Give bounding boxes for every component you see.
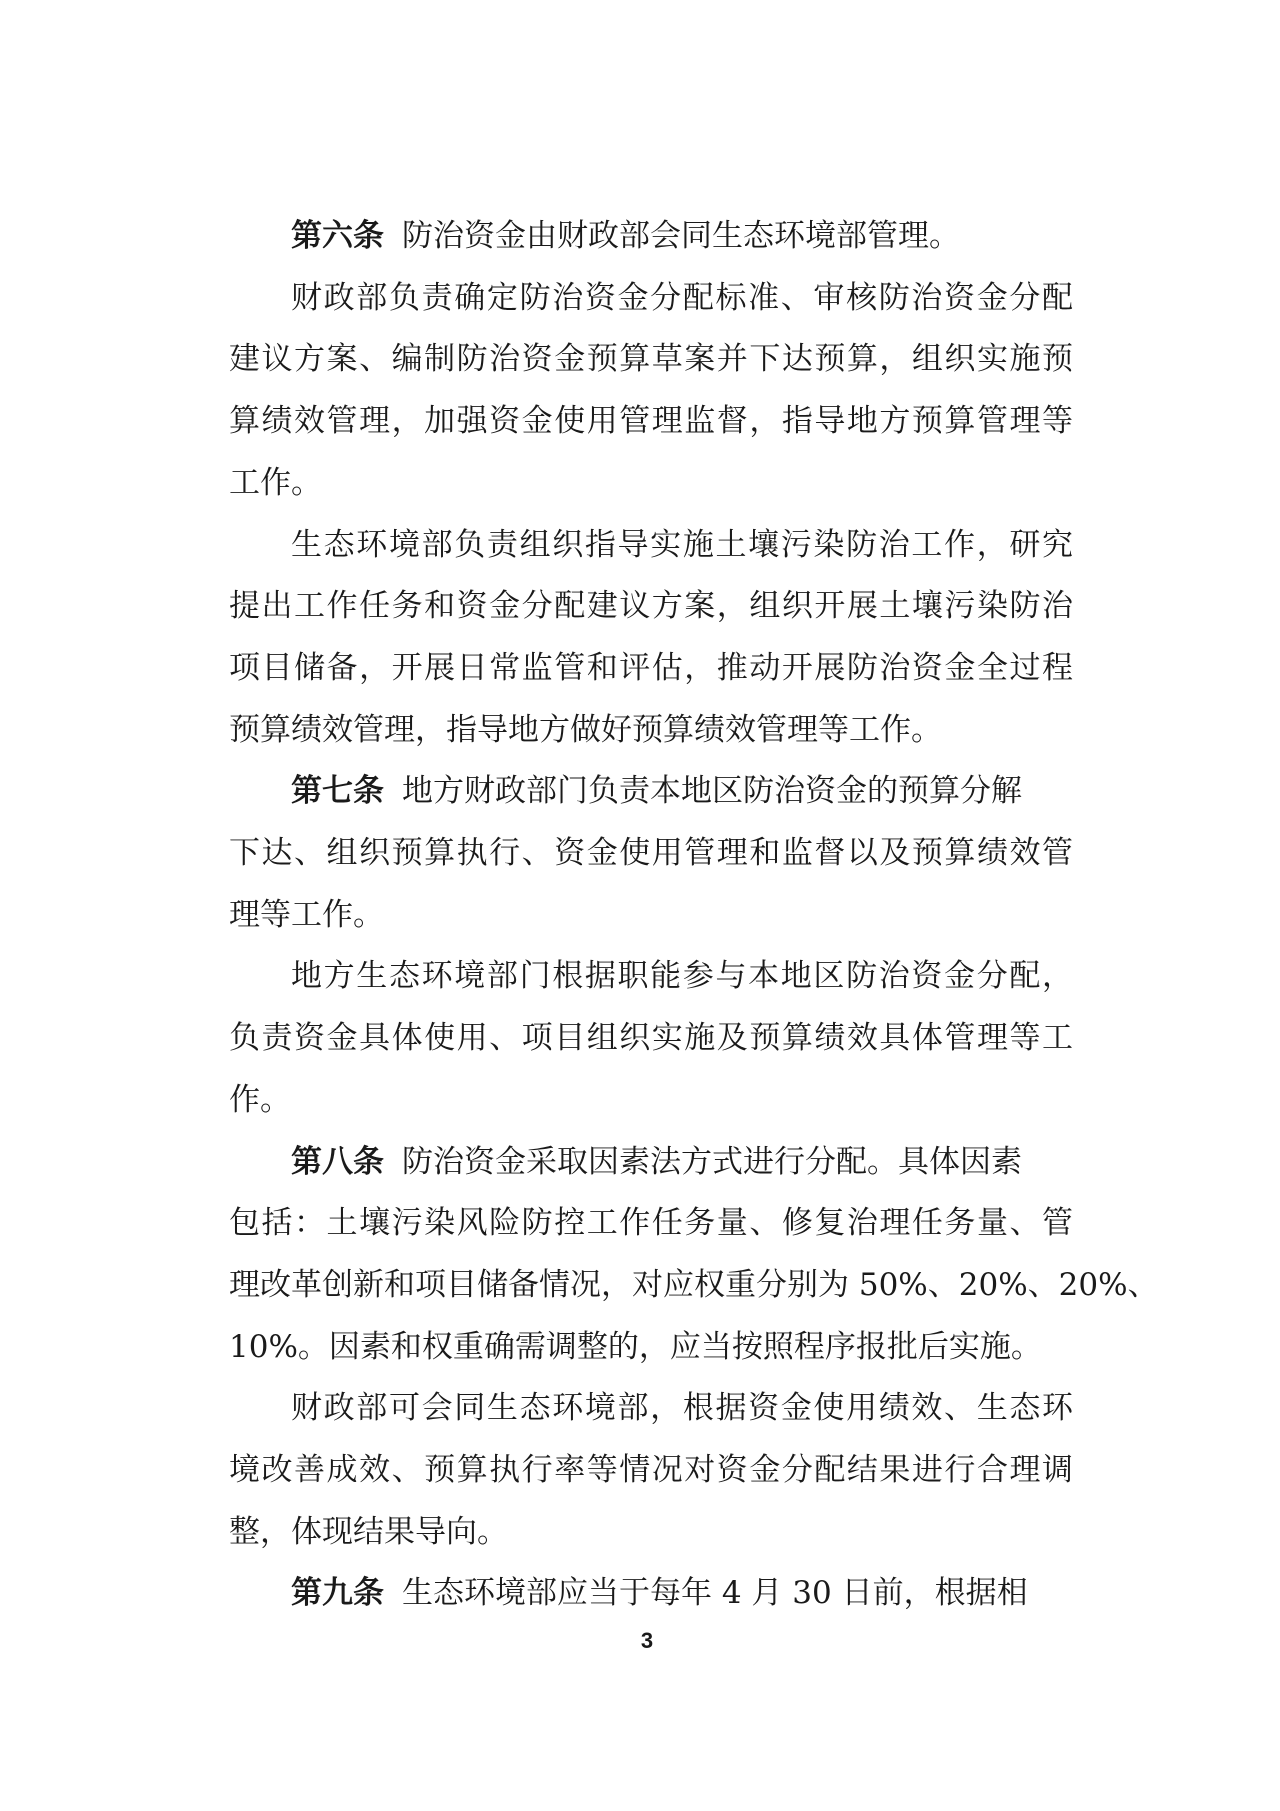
page-number: 3 <box>640 1628 654 1653</box>
text-line: 生态环境部负责组织指导实施土壤污染防治工作，研究 <box>291 527 1073 563</box>
article-9-line <box>291 1571 1073 1615</box>
text-line: 建议方案、编制防治资金预算草案并下达预算，组织实施预 <box>229 341 1073 377</box>
text-line: 作。 <box>229 1082 291 1118</box>
text-line: 地方生态环境部门根据职能参与本地区防治资金分配， <box>291 958 1073 994</box>
text-line: 项目储备，开展日常监管和评估，推动开展防治资金全过程 <box>229 650 1073 686</box>
text-line: 整，体现结果导向。 <box>229 1514 508 1550</box>
article-8-line <box>291 1140 1073 1184</box>
text-line: 生态环境部应当于每年 4 月 30 日前，根据相 <box>402 1575 1028 1611</box>
text-line: 提出工作任务和资金分配建议方案，组织开展土壤污染防治 <box>229 588 1073 624</box>
article-6-line <box>291 214 1073 258</box>
text-line: 包括：土壤污染风险防控工作任务量、修复治理任务量、管 <box>229 1205 1073 1241</box>
text-line: 理等工作。 <box>229 897 384 933</box>
text-line: 地方财政部门负责本地区防治资金的预算分解 <box>402 773 1022 809</box>
text-line: 境改善成效、预算执行率等情况对资金分配结果进行合理调 <box>229 1452 1073 1488</box>
text-line: 防治资金采取因素法方式进行分配。具体因素 <box>402 1144 1022 1180</box>
article-7-line <box>291 769 1073 813</box>
article-heading: 第六条 <box>291 218 384 254</box>
text-line: 工作。 <box>229 465 322 501</box>
text-line: 财政部可会同生态环境部，根据资金使用绩效、生态环 <box>291 1390 1073 1426</box>
text-line: 防治资金由财政部会同生态环境部管理。 <box>402 218 960 254</box>
article-heading: 第七条 <box>291 773 384 809</box>
text-line: 10%。因素和权重确需调整的，应当按照程序报批后实施。 <box>229 1329 1042 1365</box>
text-line: 算绩效管理，加强资金使用管理监督，指导地方预算管理等 <box>229 403 1073 439</box>
text-line: 负责资金具体使用、项目组织实施及预算绩效具体管理等工 <box>229 1020 1073 1056</box>
article-heading: 第八条 <box>291 1144 384 1180</box>
text-line: 理改革创新和项目储备情况，对应权重分别为 50%、20%、20%、 <box>229 1267 1159 1303</box>
text-line: 预算绩效管理，指导地方做好预算绩效管理等工作。 <box>229 712 942 748</box>
article-heading: 第九条 <box>291 1575 384 1611</box>
text-line: 财政部负责确定防治资金分配标准、审核防治资金分配 <box>291 280 1073 316</box>
text-line: 下达、组织预算执行、资金使用管理和监督以及预算绩效管 <box>229 835 1073 871</box>
